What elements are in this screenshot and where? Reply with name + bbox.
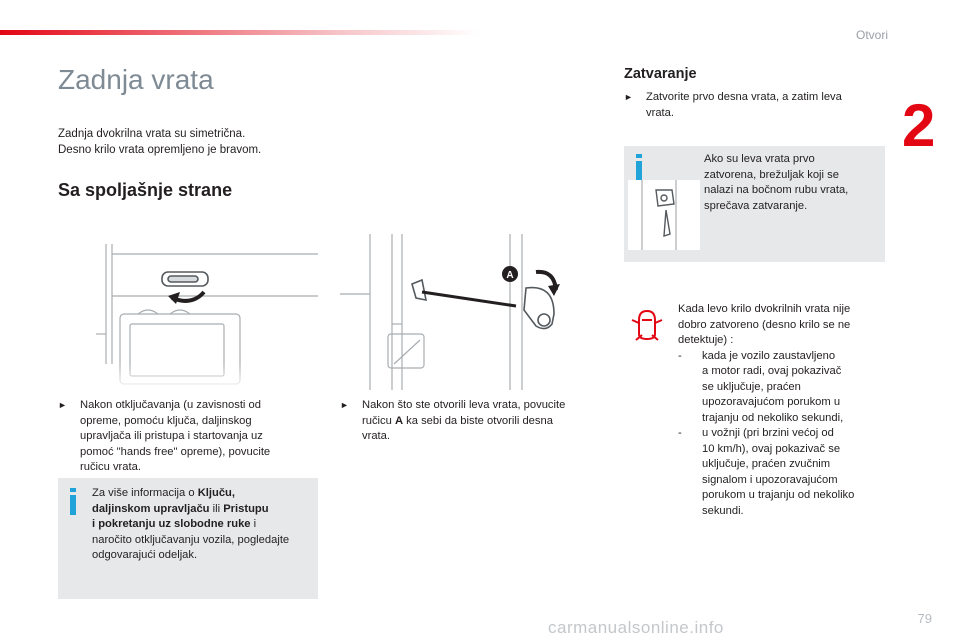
outside-heading: Sa spoljašnje strane	[58, 180, 233, 200]
door-bump-illustration	[628, 180, 700, 250]
info-icon-dot	[70, 488, 76, 492]
step-line: vrata.	[362, 430, 390, 442]
step-line: Nakon otključavanja (u zavisnosti od	[80, 399, 261, 411]
intro-line: Desno krilo vrata opremljeno je bravom.	[58, 144, 262, 156]
info-line: odgovarajući odeljak.	[92, 549, 198, 561]
outside-step-1	[58, 398, 298, 478]
warning-line: dobro zatvoreno (desno krilo se ne	[678, 318, 851, 331]
label-a-marker	[502, 266, 518, 282]
lever-a-ref: A	[394, 414, 404, 427]
info-line: sprečava zatvaranje.	[704, 199, 808, 212]
watermark: carmanualsonline.info	[548, 618, 724, 637]
info-box-closing	[624, 146, 885, 262]
warning-line: Kada levo krilo dvokrilnih vrata nije	[678, 303, 851, 315]
info-line: nalazi na bočnom rubu vrata,	[704, 184, 849, 196]
rear-door-handle-illustration	[92, 214, 318, 390]
page-number: 79	[917, 611, 932, 626]
info-icon	[70, 495, 76, 515]
closing-heading: Zatvaranje	[624, 66, 697, 82]
step-line: upravljača ili pristupa i startovanja uz	[80, 430, 263, 442]
outside-step-2	[340, 398, 600, 448]
chapter-number: 2	[902, 92, 936, 159]
info-line: zatvorena, brežuljak koji se	[704, 168, 839, 181]
header-accent-bar	[0, 30, 480, 35]
info-line: Ako su leva vrata prvo	[704, 153, 815, 165]
step-line: Nakon što ste otvorili leva vrata, povucite	[362, 399, 566, 411]
info-icon	[636, 161, 642, 181]
info-line: daljinskom upravljaču ili Pristupu	[92, 502, 269, 515]
info-line: i pokretanju uz slobodne ruke i	[92, 518, 257, 530]
info-line: Za više informacija o Ključu,	[92, 487, 235, 499]
page-title: Zadnja vrata	[58, 64, 214, 95]
intro-line: Zadnja dvokrilna vrata su simetrična.	[58, 128, 246, 140]
info-box-access	[58, 478, 318, 599]
info-icon-dot	[636, 154, 642, 158]
info-line: naročito otključavanju vozila, pogledajte	[92, 533, 290, 546]
bullet-arrow-icon: ►	[58, 400, 67, 410]
closing-step	[624, 90, 874, 124]
intro-text	[58, 126, 338, 158]
label-a: A	[506, 270, 514, 281]
section-name: Otvori	[855, 28, 888, 42]
step-line: ručicu A ka sebi da biste otvorili desna	[362, 414, 553, 427]
step-line: opreme, pomoću ključa, daljinskog	[80, 414, 252, 427]
bullet-arrow-icon: ►	[340, 400, 349, 410]
step-line: pomoć "hands free" opreme), povucite	[80, 445, 271, 458]
door-lever-a-illustration	[340, 214, 562, 390]
step-line: ručicu vrata.	[80, 461, 141, 473]
warning-text	[678, 302, 888, 519]
door-open-warning-icon	[630, 308, 664, 342]
warning-item-driving: - u vožnji (pri brzini većoj od 10 km/h), ovaj pokazivač se uključuje, praćen zvučnim signalom i upozoravajućom porukom u trajanju od nekoliko sekundi.	[678, 427, 855, 517]
warning-item-stopped: - kada je vozilo zaustavljeno a motor radi, ovaj pokazivač se uključuje, praćen upozoravajućom porukom u trajanju od nekoliko sekundi,	[678, 349, 844, 424]
step-line: Zatvorite prvo desna vrata, a zatim leva	[646, 91, 842, 103]
warning-line: detektuje) :	[678, 334, 734, 346]
step-line: vrata.	[646, 106, 674, 119]
bullet-arrow-icon: ►	[624, 92, 633, 102]
